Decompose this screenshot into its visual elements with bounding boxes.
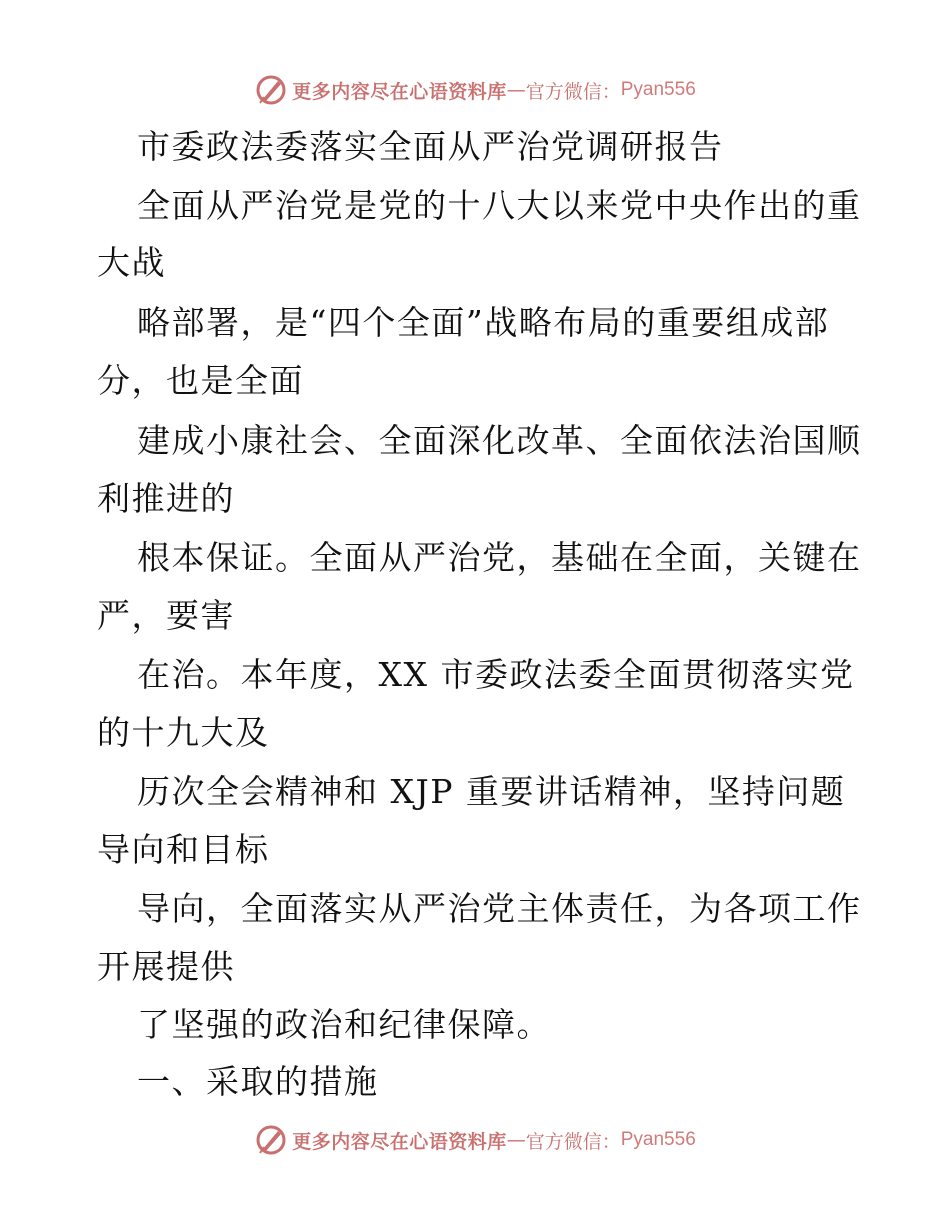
paragraph-line: 严，要害 xyxy=(97,596,235,635)
paragraph-line: 全面从严治党是党的十八大以来党中央作出的重 xyxy=(137,186,862,225)
watermark-banner-bottom xyxy=(0,1120,950,1160)
watermark-id: Pyan556 xyxy=(620,79,696,100)
section-heading: 一、采取的措施 xyxy=(137,1062,379,1101)
paragraph-line: 导向，全面落实从严治党主体责任，为各项工作 xyxy=(137,889,862,928)
paragraph-line: 的十九大及 xyxy=(97,713,270,752)
watermark-text: 更多内容尽在心语资料库 xyxy=(292,1130,507,1153)
watermark-label: 官方微信： xyxy=(525,80,621,103)
paragraph-line: 历次全会精神和 XJP 重要讲话精神，坚持问题 xyxy=(137,772,846,811)
paragraph-line: 利推进的 xyxy=(97,479,235,518)
paragraph-line: 在治。本年度，XX 市委政法委全面贯彻落实党 xyxy=(137,655,855,694)
paragraph-line: 导向和目标 xyxy=(97,830,270,869)
watermark-separator: — xyxy=(506,1129,526,1151)
paragraph-line: 略部署，是“四个全面”战略布局的重要组成部 xyxy=(137,303,830,342)
watermark-separator: — xyxy=(506,79,526,101)
paragraph-line: 建成小康社会、全面深化改革、全面依法治国顺 xyxy=(137,421,862,460)
watermark-text: 更多内容尽在心语资料库 xyxy=(292,80,507,103)
paragraph-line: 开展提供 xyxy=(97,947,235,986)
paragraph-line: 根本保证。全面从严治党，基础在全面，关键在 xyxy=(137,538,862,577)
paragraph-line: 了坚强的政治和纪律保障。 xyxy=(137,1005,551,1044)
paragraph-line: 分，也是全面 xyxy=(97,361,304,400)
watermark-id: Pyan556 xyxy=(620,1129,696,1150)
paragraph-line: 大战 xyxy=(97,243,166,282)
watermark-label: 官方微信： xyxy=(525,1130,621,1153)
quill-logo-icon xyxy=(254,1123,288,1157)
document-title: 市委政法委落实全面从严治党调研报告 xyxy=(137,127,724,166)
